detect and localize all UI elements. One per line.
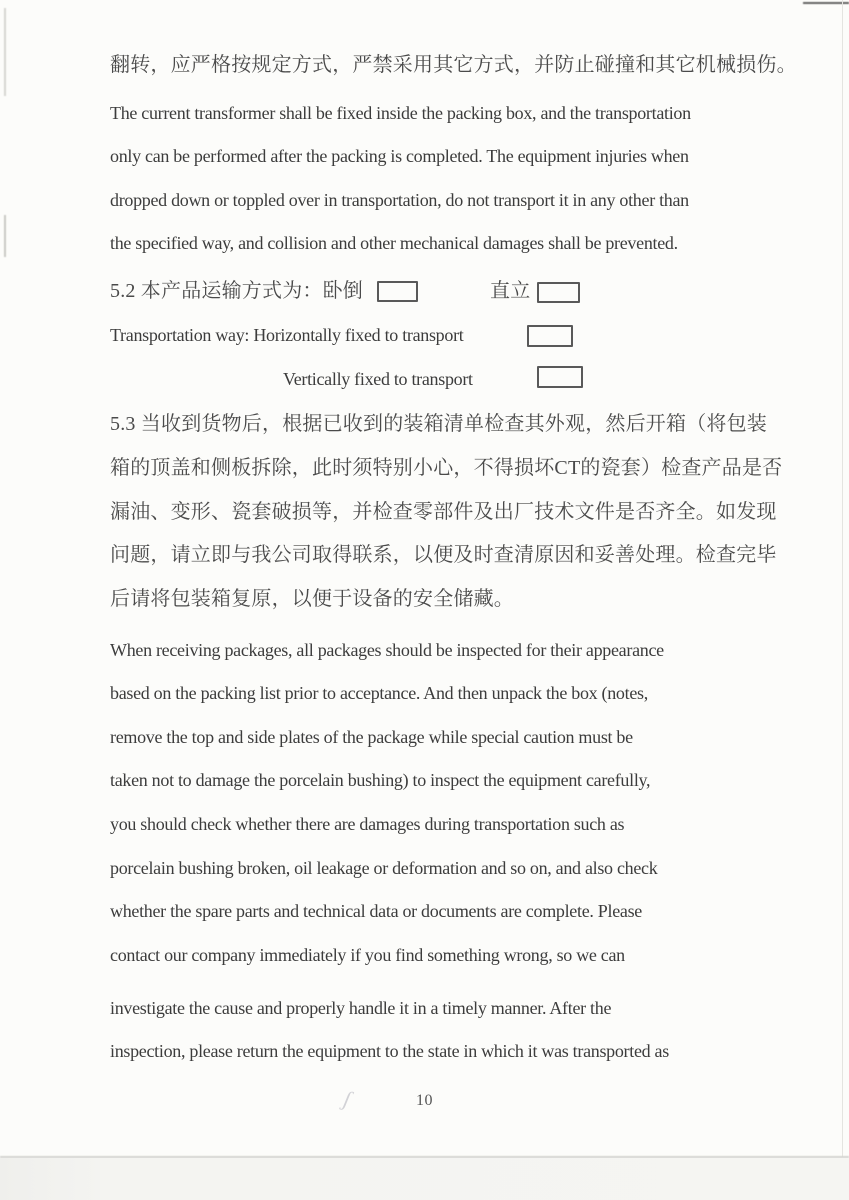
scan-artifact-left-upper [4,8,6,96]
paragraph1-en-line: dropped down or toppled over in transportation, do not transport it in any other than [110,190,689,210]
scan-artifact-bottom-strip [0,1158,849,1200]
paragraph2-en-line: remove the top and side plates of the package while special caution must be [110,727,633,747]
checkbox-horizontal-zh[interactable] [377,281,418,302]
section-5-2-en-horizontal-label: Transportation way: Horizontally fixed to transport [110,325,464,345]
section-5-3-zh-line: 漏油、变形、瓷套破损等，并检查零部件及出厂技术文件是否齐全。如发现 [110,501,777,523]
faint-pen-mark: ʃ [341,1085,353,1112]
checkbox-vertical-en[interactable] [537,366,583,388]
paragraph2-en-line: taken not to damage the porcelain bushing) to inspect the equipment carefully, [110,770,651,790]
paragraph2-en-line: based on the packing list prior to acceptance. And then unpack the box (notes, [110,683,648,703]
paragraph1-en-line: only can be performed after the packing is completed. The equipment injuries when [110,146,689,166]
checkbox-vertical-zh[interactable] [537,282,580,303]
page-number: 10 [416,1092,433,1109]
paragraph2-en-line: contact our company immediately if you find something wrong, so we can [110,945,625,965]
paragraph2-en-line: inspection, please return the equipment to the state in which it was transported as [110,1041,669,1061]
scan-artifact-left-lower [4,215,6,257]
checkbox-horizontal-en[interactable] [527,325,573,347]
paragraph2-en-line: you should check whether there are damages during transportation such as [110,814,625,834]
paragraph2-en-line: When receiving packages, all packages should be inspected for their appearance [110,640,664,660]
section-5-3-zh-line: 箱的顶盖和侧板拆除，此时须特别小心，不得损坏CT的瓷套）检查产品是否 [110,457,783,479]
section-5-3-zh-line: 5.3 当收到货物后，根据已收到的装箱清单检查其外观，然后开箱（将包装 [110,413,767,435]
section-5-2-zh-upright-label: 直立 [490,280,531,302]
section-5-2-en-vertical-label: Vertically fixed to transport [283,369,473,389]
paragraph2-en-line: investigate the cause and properly handle it in a timely manner. After the [110,998,612,1018]
section-5-2-zh-label: 5.2 本产品运输方式为：卧倒 [110,280,363,302]
paragraph2-en-line: porcelain bushing broken, oil leakage or deformation and so on, and also check [110,858,658,878]
scan-artifact-right-edge [842,0,843,1157]
paragraph1-en-line: the specified way, and collision and other mechanical damages shall be prevented. [110,233,678,253]
paragraph1-zh-line: 翻转，应严格按规定方式，严禁采用其它方式，并防止碰撞和其它机械损伤。 [110,54,797,76]
paragraph2-en-line: whether the spare parts and technical data or documents are complete. Please [110,901,642,921]
section-5-3-zh-line: 后请将包装箱复原，以便于设备的安全储藏。 [110,588,514,610]
paragraph1-en-line: The current transformer shall be fixed inside the packing box, and the transportation [110,103,691,123]
section-5-3-zh-line: 问题，请立即与我公司取得联系，以便及时查清原因和妥善处理。检查完毕 [110,544,777,566]
